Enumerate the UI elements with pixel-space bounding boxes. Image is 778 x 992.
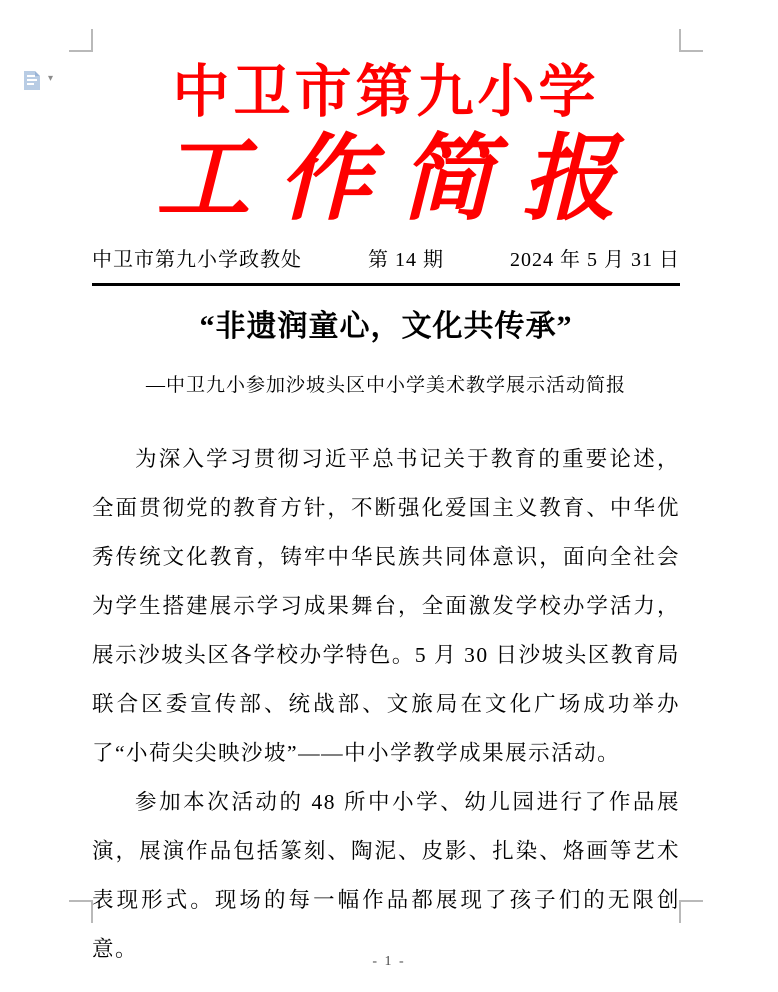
body-paragraph-1: 为深入学习贯彻习近平总书记关于教育的重要论述，全面贯彻党的教育方针，不断强化爱国主义教育、中华优秀传统文化教育，铸牢中华民族共同体意识，面向全社会为学生搭建展示学习成果舞台，全面激发学校办学活力，展示沙坡头区各学校办学特色。5 月 30 日沙坡头区教育局联合区委宣传部、统战部、文旅局在文化广场成功举办了“小荷尖尖映沙坡”——中小学教学成果展示活动。 <box>92 447 680 766</box>
paste-options-icon <box>24 71 40 90</box>
page-number: - 1 - <box>372 954 406 969</box>
body-paragraph-2: 参加本次活动的 48 所中小学、幼儿园进行了作品展演，展演作品包括篆刻、陶泥、皮影、扎染、烙画等艺术表现形式。现场的每一幅作品都展现了孩子们的无限创意。 <box>92 790 680 962</box>
crop-mark-top-right <box>679 29 703 52</box>
chevron-down-icon[interactable]: ▾ <box>48 73 54 84</box>
crop-mark-top-left <box>69 29 93 52</box>
paste-options-button[interactable] <box>22 71 64 93</box>
crop-mark-bottom-left <box>69 900 93 923</box>
article-headline: “非遗润童心，文化共传承” <box>199 310 573 344</box>
article-body <box>92 435 680 974</box>
masthead-bulletin-title: 工作简报 <box>155 127 644 232</box>
issue-number: 第 14 期 <box>368 249 444 272</box>
crop-mark-bottom-right <box>679 900 703 923</box>
issue-info-bar <box>92 243 680 286</box>
masthead-school-name: 中卫市第九小学 <box>172 61 600 124</box>
article-subtitle: —中卫九小参加沙坡头区中小学美术教学展示活动简报 <box>145 375 626 397</box>
issue-date: 2024 年 5 月 31 日 <box>510 249 680 272</box>
issuing-department: 中卫市第九小学政教处 <box>92 249 302 272</box>
page-fold-corner <box>35 71 40 76</box>
page-content <box>92 46 680 974</box>
